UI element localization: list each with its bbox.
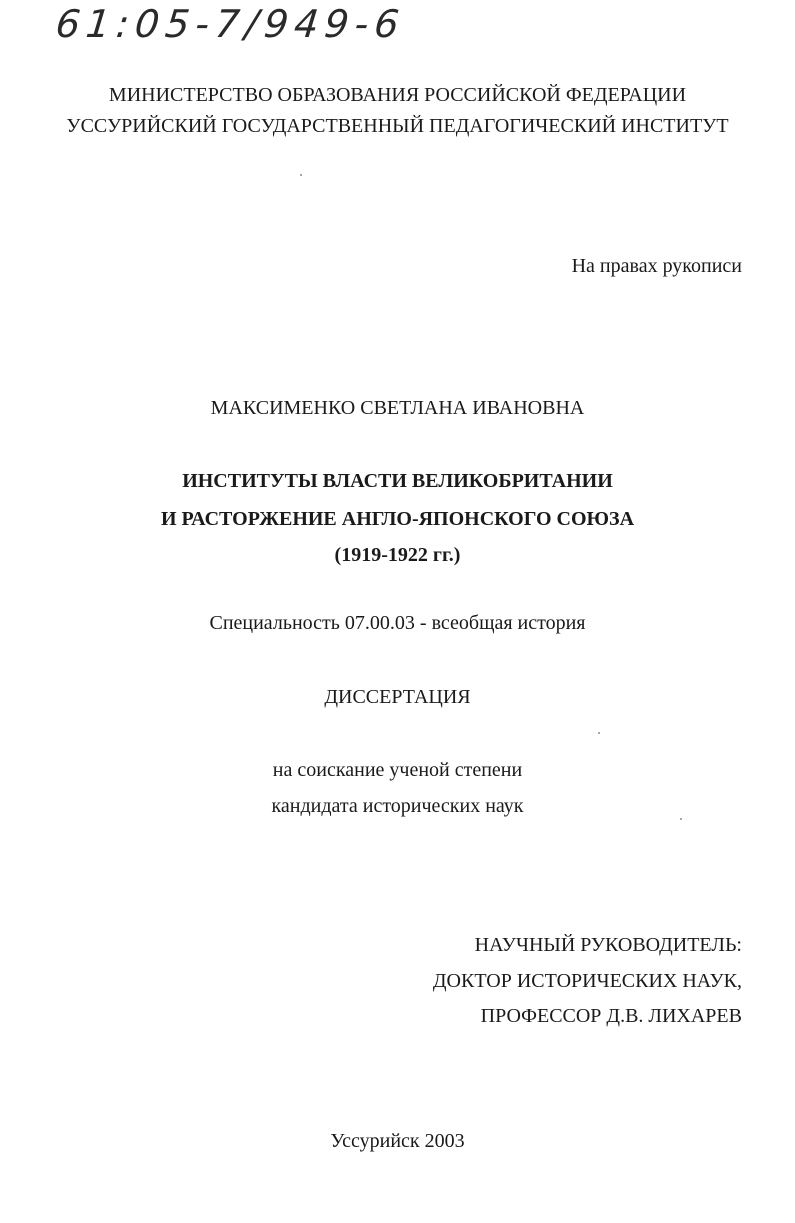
degree-line-2: кандидата исторических наук: [271, 795, 524, 817]
handwritten-archive-code: 61:05-7/949-6: [53, 2, 407, 46]
work-type: ДИССЕРТАЦИЯ: [324, 686, 471, 708]
title-line-1: ИНСТИТУТЫ ВЛАСТИ ВЕЛИКОБРИТАНИИ: [182, 470, 613, 492]
scan-speck: [598, 732, 600, 734]
title-years: (1919-1922 гг.): [334, 544, 461, 566]
degree-line-1: на соискание ученой степени: [272, 759, 523, 781]
author-name: МАКСИМЕНКО СВЕТЛАНА ИВАНОВНА: [210, 397, 585, 419]
ministry-name: МИНИСТЕРСТВО ОБРАЗОВАНИЯ РОССИЙСКОЙ ФЕДЕРАЦИИ: [108, 84, 687, 106]
scan-speck: [300, 174, 302, 176]
supervisor-name: ПРОФЕССОР Д.В. ЛИХАРЕВ: [480, 1005, 742, 1027]
title-line-2: И РАСТОРЖЕНИЕ АНГЛО-ЯПОНСКОГО СОЮЗА: [160, 508, 635, 530]
supervisor-role: НАУЧНЫЙ РУКОВОДИТЕЛЬ:: [474, 934, 742, 956]
supervisor-degree: ДОКТОР ИСТОРИЧЕСКИХ НАУК,: [432, 970, 742, 992]
place-year: Уссурийск 2003: [330, 1130, 465, 1152]
scan-speck: [680, 818, 682, 820]
manuscript-note: На правах рукописи: [571, 255, 742, 277]
institute-name: УССУРИЙСКИЙ ГОСУДАРСТВЕННЫЙ ПЕДАГОГИЧЕСКИЙ ИНСТИТУТ: [66, 115, 729, 137]
specialty: Специальность 07.00.03 - всеобщая история: [209, 612, 586, 634]
